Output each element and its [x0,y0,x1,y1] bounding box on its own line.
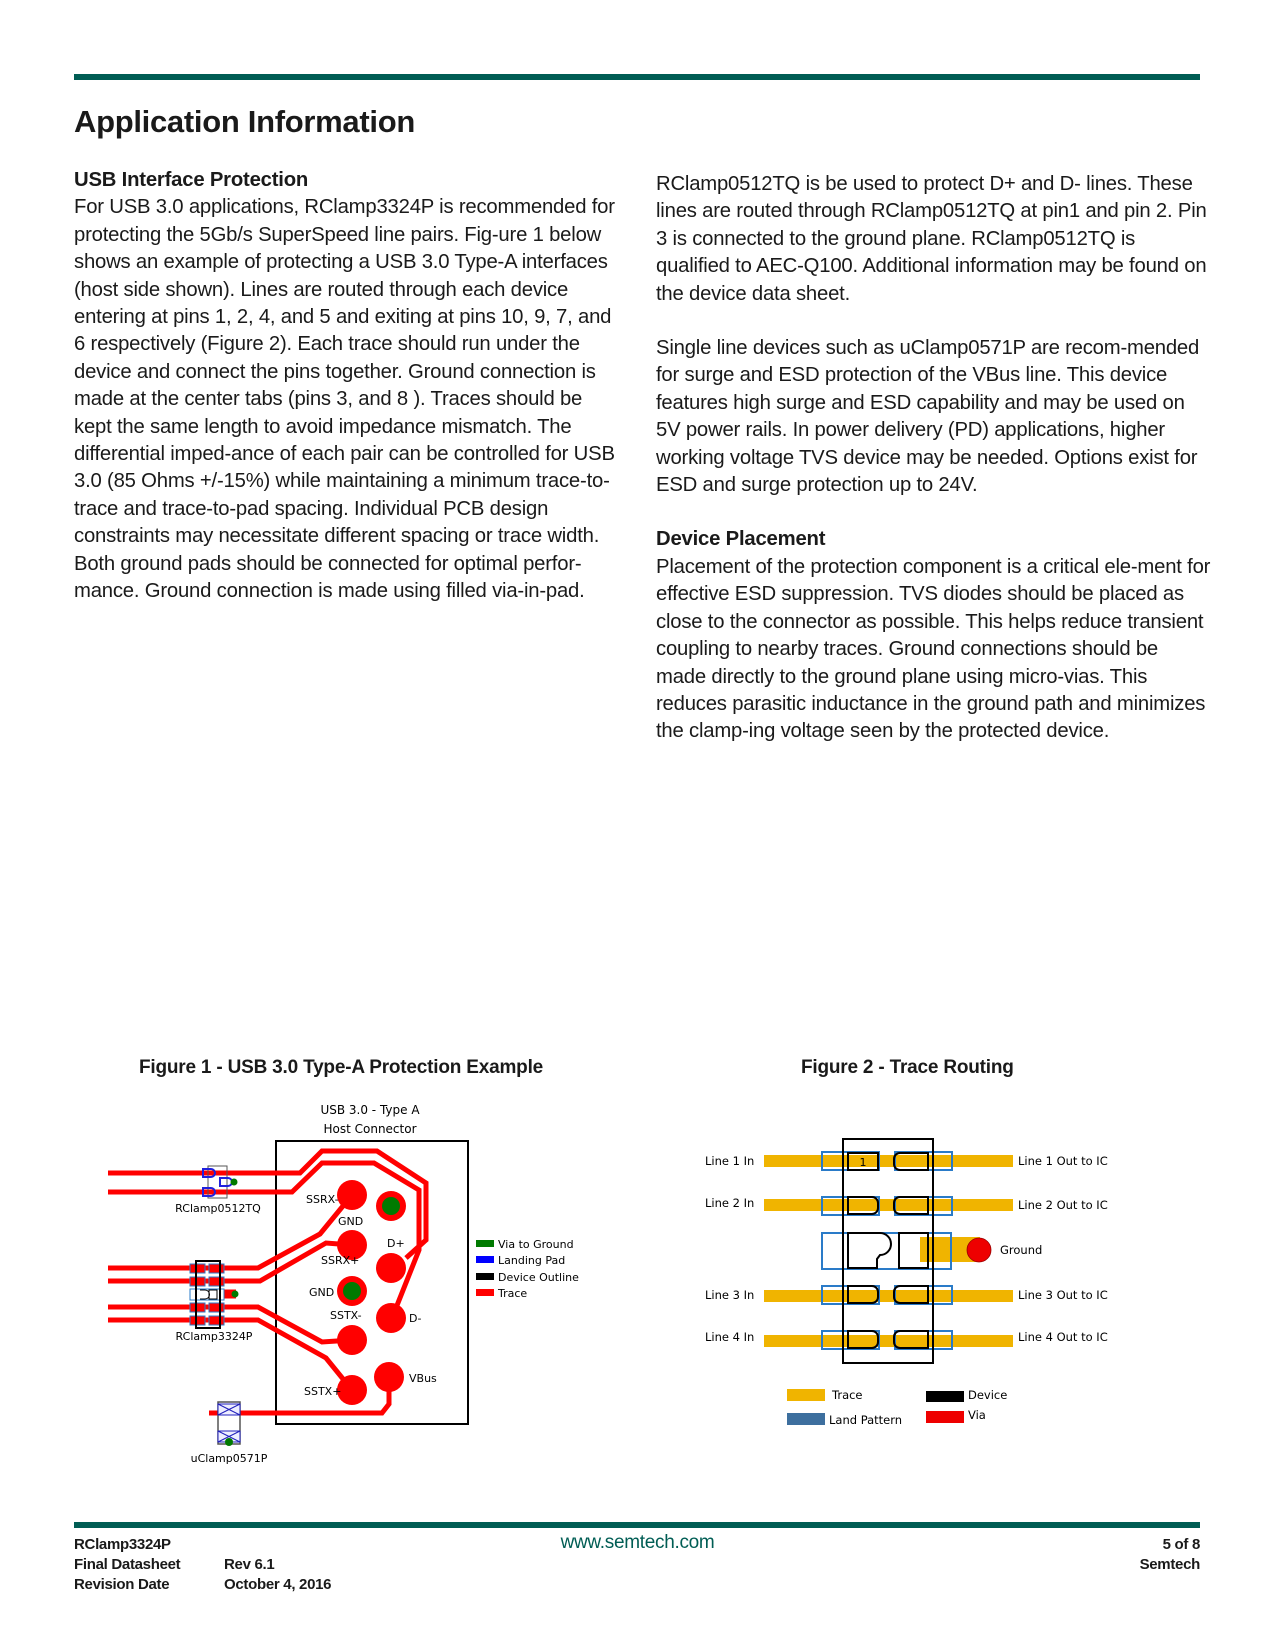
line2-out-label: Line 2 Out to IC [1018,1198,1108,1212]
trace-line3 [764,1290,1013,1302]
legend-label-land-pattern: Land Pattern [829,1413,903,1427]
pin-label-ssrx-minus: SSRX- [306,1193,339,1206]
ground-label: Ground [1000,1243,1043,1257]
pin-label-dplus: D+ [387,1237,405,1250]
figure2-legend [787,1388,1007,1427]
connector-label-line1: USB 3.0 - Type A [320,1103,420,1117]
bottom-rule [74,1522,1200,1528]
section-heading-usb-interface-protection: USB Interface Protection [74,169,309,191]
device-placement-paragraph: Placement of the protection component is a critical ele-ment for effective ESD suppression. TVS diodes should be placed as close to the connector as possible. This helps reduce transient coupling to nearby traces. Ground connections should be made directly to the ground plane using micro-vias. This reduces parasitic inductance in the ground path and minimizes the clamp-ing voltage seen by the protected device. [656,555,1211,743]
line4-out-label: Line 4 Out to IC [1018,1330,1108,1344]
pin-label-gnd-2: GND [309,1286,335,1299]
rclamp3324p-label: RClamp3324P [175,1330,253,1343]
uclamp0571p-paragraph: Single line devices such as uClamp0571P are recom-mended for surge and ESD protection of the VBus line. This device features high surge and ESD capability and may be used on 5V power rails. In power delivery (PD) applications, higher working voltage TVS device may be needed. Options exist for ESD and surge protection up to 24V. [656,337,1200,497]
legend-label-via-to-ground: Via to Ground [498,1238,574,1251]
trace-line1 [764,1155,1013,1167]
section-heading-device-placement: Device Placement [656,528,826,551]
legend-swatch-via [926,1411,964,1423]
line1-in-label: Line 1 In [705,1154,755,1168]
pin-label-gnd-1: GND [338,1215,364,1228]
legend-swatch-trace [787,1389,825,1401]
uclamp0571p-label: uClamp0571P [190,1452,268,1465]
trace-line2 [764,1199,1013,1211]
legend-label-trace: Trace [832,1388,863,1402]
pin1-marker: 1 [859,1156,867,1169]
line3-out-label: Line 3 Out to IC [1018,1288,1108,1302]
legend-label-device: Device [968,1388,1008,1402]
page-title: Application Information [74,104,415,139]
legend-swatch-device [926,1391,964,1402]
device-pads [848,1153,928,1348]
footer-rev-date: October 4, 2016 [224,1576,332,1593]
figure1-title: Figure 1 - USB 3.0 Type-A Protection Example [139,1057,544,1078]
pin-label-vbus: VBus [409,1372,437,1385]
pin-label-sstx-minus: SSTX- [330,1309,362,1322]
pin-label-dminus: D- [409,1312,422,1325]
pin-label-sstx-plus: SSTX+ [304,1385,342,1398]
footer-page-number: 5 of 8 [1162,1536,1200,1553]
footer-right [1140,1535,1200,1575]
legend-label-device-outline: Device Outline [498,1271,579,1284]
rclamp0512tq-paragraph: RClamp0512TQ is be used to protect D+ and D- lines. These lines are routed through RClamp0512TQ at pin1 and pin 2. Pin 3 is connected to the ground plane. RClamp0512TQ is qualified to AEC-Q100. Additional information may be found on the device data sheet. [656,173,1207,305]
footer-url[interactable]: www.semtech.com [560,1532,715,1553]
legend-label-trace: Trace [498,1287,528,1300]
footer-part: RClamp3324P [74,1536,171,1553]
line2-in-label: Line 2 In [705,1196,755,1210]
line4-in-label: Line 4 In [705,1330,755,1344]
legend-label-via: Via [968,1408,986,1422]
line3-in-label: Line 3 In [705,1288,755,1302]
ground-via [967,1238,991,1262]
trace-line4 [764,1335,1013,1347]
legend-swatch-land-pattern [787,1413,825,1425]
rclamp0512tq-label: RClamp0512TQ [175,1202,261,1215]
usb-protection-paragraph: For USB 3.0 applications, RClamp3324P is recommended for protecting the 5Gb/s SuperSpeed line pairs. Fig-ure 1 below shows an example of protecting a USB 3.0 Type-A interfaces (host side shown). Lines are routed through each device entering at pins 1, 2, 4, and 5 and exiting at pins 10, 9, 7, and 6 respectively (Figure 2). Each trace should run under the device and connect the pins together. Ground connection is made at the center tabs (pins 3, and 8 ). Traces should be kept the same length to avoid impedance mismatch. The differential imped-ance of each pair can be controlled for USB 3.0 (85 Ohms +/-15%) while maintaining a minimum trace-to-trace and trace-to-pad spacing. Individual PCB design constraints may necessitate different spacing or trace width. Both ground pads should be connected for optimal perfor-mance. Ground connection is made using filled via-in-pad. [74,196,615,603]
footer-rev-date-label: Revision Date [74,1576,170,1593]
footer-doc-type: Final Datasheet [74,1556,181,1573]
footer-company: Semtech [1139,1556,1200,1573]
figure2-title: Figure 2 - Trace Routing [801,1057,1014,1078]
connector-label-line2: Host Connector [323,1122,417,1136]
footer-rev: Rev 6.1 [224,1556,275,1573]
line1-out-label: Line 1 Out to IC [1018,1154,1108,1168]
legend-label-landing-pad: Landing Pad [498,1254,566,1267]
pin-label-ssrx-plus: SSRX+ [321,1254,360,1267]
